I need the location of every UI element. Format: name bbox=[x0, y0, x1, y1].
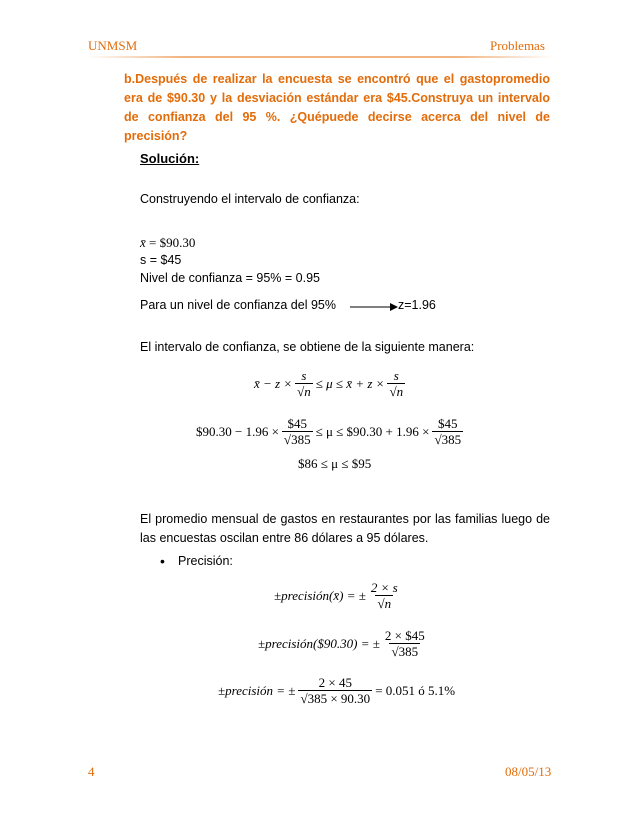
intro-text: Construyendo el intervalo de confianza: bbox=[140, 192, 360, 206]
confidence-line: Nivel de confianza = 95% = 0.95 bbox=[140, 271, 320, 285]
precision-2-num: 2 × $45 bbox=[384, 628, 425, 643]
arrow-right-icon bbox=[350, 302, 398, 312]
conclusion-line: El promedio mensual de gastos en restaurantes por las familias luego de bbox=[140, 512, 550, 526]
formula-1 bbox=[254, 368, 405, 399]
formula-2-fraction: $\frac{\$45}{√385}$ bbox=[283, 416, 311, 447]
bullet-icon: • bbox=[160, 553, 165, 569]
interval-intro: El intervalo de confianza, se obtiene de la siguiente manera: bbox=[140, 340, 475, 354]
formula-1-mid: ≤ μ ≤ x̄ + z × bbox=[315, 375, 385, 391]
formula-2-fraction-2: $\frac{\$45}{√385}$ bbox=[434, 416, 462, 447]
formula-2-num-2: $45 bbox=[438, 416, 458, 431]
precision-2-den: 385 bbox=[398, 644, 419, 659]
conf95-text: Para un nivel de confianza del 95% bbox=[140, 298, 336, 312]
conclusion-line: las encuestas oscilan entre 86 dólares a 95 dólares. bbox=[140, 531, 429, 545]
formula-1-den-2: n bbox=[396, 384, 404, 399]
xbar-value: = $90.30 bbox=[149, 235, 196, 250]
precision-3-den-tail: × 90.30 bbox=[327, 691, 371, 706]
xbar-symbol: x̄ bbox=[140, 235, 146, 250]
precision-3-right: = 0.051 ó 5.1% bbox=[375, 682, 456, 698]
bullet-precision: Precisión: bbox=[178, 554, 233, 568]
formula-1-fraction: $\frac{s}{√n}$ bbox=[297, 368, 311, 399]
formula-2-num: $45 bbox=[287, 416, 307, 431]
formula-1-den: n bbox=[304, 384, 311, 399]
precision-2-fraction: $\frac{2 \times \$45}{√385}$ bbox=[384, 628, 425, 659]
precision-1-den: n bbox=[384, 596, 392, 611]
precision-formula-2 bbox=[258, 628, 427, 659]
precision-formula-3 bbox=[218, 675, 455, 706]
formula-1-num-2: s bbox=[393, 368, 399, 383]
precision-3-fraction: $\frac{2 \times 45}{√385 \times 90.30}$ bbox=[300, 675, 371, 706]
task-line: b.Después de realizar la encuesta se encontró que el gastopromedio bbox=[124, 72, 550, 86]
s-line: s = $45 bbox=[140, 253, 182, 267]
formula-1-fraction-2: $\frac{s}{√n}$ bbox=[389, 368, 404, 399]
formula-1-left: x̄ − z × bbox=[254, 375, 293, 391]
formula-2 bbox=[196, 416, 463, 447]
precision-1-left: ±precisión(x̄) = ± bbox=[274, 587, 366, 603]
formula-2-left: $90.30 − 1.96 × bbox=[196, 423, 279, 439]
task-statement bbox=[124, 70, 550, 146]
header-right: Problemas bbox=[490, 38, 545, 53]
z-value: z=1.96 bbox=[398, 298, 436, 312]
precision-1-fraction: $\frac{2 \times s}{√n}$ bbox=[370, 580, 398, 611]
conclusion-paragraph bbox=[140, 510, 550, 548]
task-line: era de $90.30 y la desviación estándar era $45.Construya un intervalo bbox=[124, 91, 550, 105]
formula-2-mid: ≤ μ ≤ $90.30 + 1.96 × bbox=[315, 423, 430, 439]
header-divider bbox=[86, 56, 554, 58]
precision-1-num: 2 × s bbox=[370, 580, 398, 595]
header-left: UNMSM bbox=[88, 38, 138, 53]
task-line: precisión? bbox=[124, 129, 188, 143]
precision-formula-1 bbox=[274, 580, 400, 611]
precision-3-den: 385 bbox=[307, 691, 328, 706]
formula-1-num: s bbox=[301, 368, 307, 383]
solution-heading: Solución: bbox=[140, 151, 200, 166]
formula-2-den-2: 385 bbox=[441, 432, 462, 447]
precision-2-left: ±precisión($90.30) = ± bbox=[258, 635, 380, 651]
task-line: de confianza del 95 %. ¿Quépuede decirse acerca del nivel de bbox=[124, 110, 550, 124]
precision-3-num: 2 × 45 bbox=[318, 675, 352, 690]
footer-date: 08/05/13 bbox=[505, 764, 552, 779]
formula-2-den: 385 bbox=[291, 432, 311, 447]
precision-3-left: ±precisión = ± bbox=[218, 682, 296, 698]
formula-3: $86 ≤ μ ≤ $95 bbox=[298, 456, 372, 471]
page-number: 4 bbox=[88, 764, 95, 779]
xbar-line bbox=[140, 235, 195, 251]
